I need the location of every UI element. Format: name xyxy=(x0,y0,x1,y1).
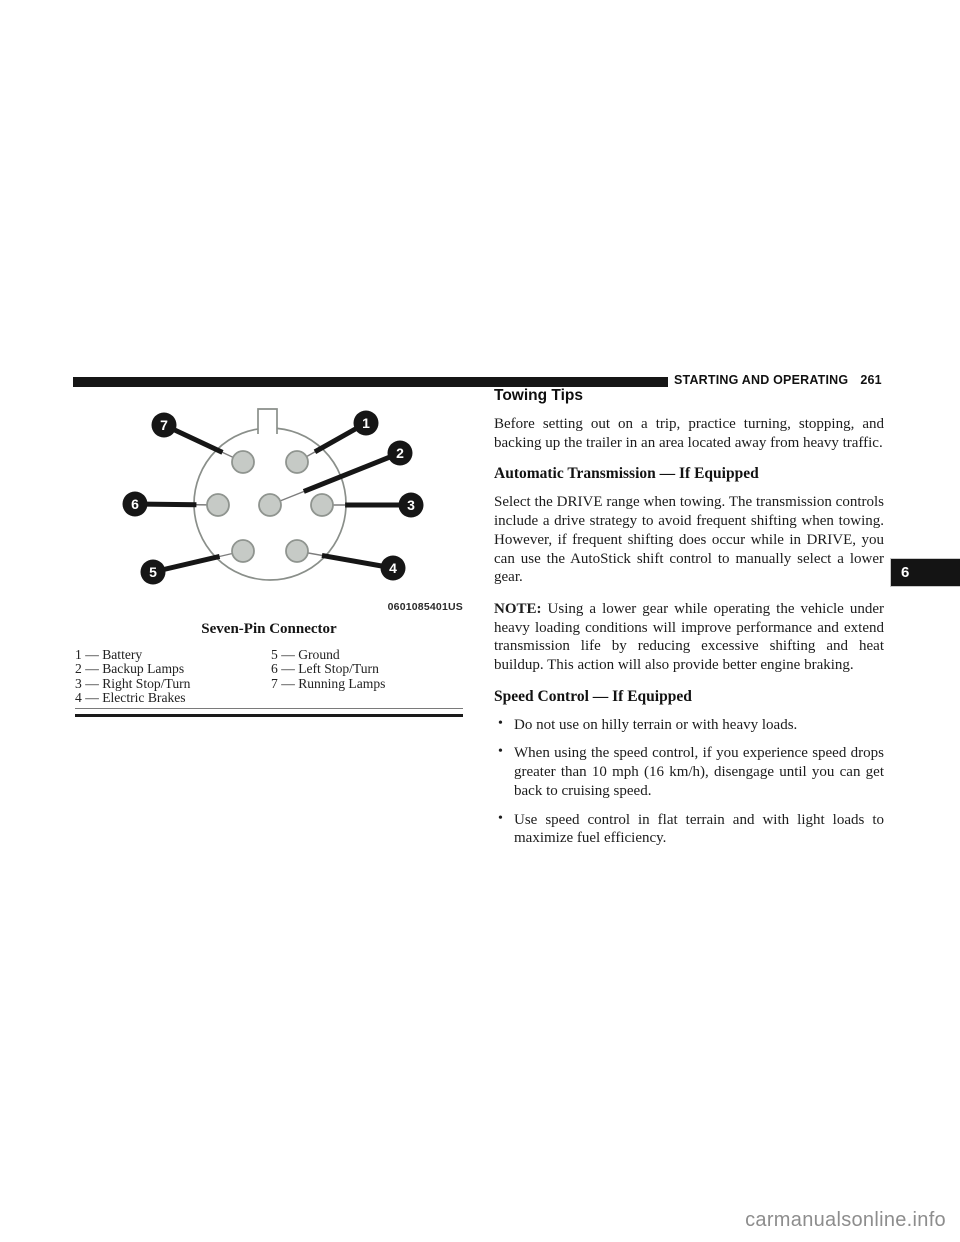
pin-7 xyxy=(232,451,254,473)
note-text: Using a lower gear while operating the vehicle under heavy loading conditions will improve performance and extend transmission life by reducing excessive shifting and heat buildup. This action will also provide better engine braking. xyxy=(494,600,884,674)
bullet-item xyxy=(494,811,884,848)
towing-tips-paragraph: Before setting out on a trip, practice turning, stopping, and backing up the trailer in an area located away from heavy traffic. xyxy=(494,416,884,451)
heading-towing-tips: Towing Tips xyxy=(494,387,583,404)
pin-callout-label-3: 3 xyxy=(407,496,415,513)
bullet-text: When using the speed control, if you experience speed drops greater than 10 mph (16 km/h), disengage until you can get back to cruising speed. xyxy=(514,745,884,799)
legend-item: 1 — Battery xyxy=(75,647,143,662)
pin-2 xyxy=(259,494,281,516)
note-label: NOTE: xyxy=(494,600,542,617)
legend-rule-thick xyxy=(75,714,463,717)
header-rule xyxy=(73,377,668,387)
pin-3 xyxy=(311,494,333,516)
header-section-title: STARTING AND OPERATING xyxy=(674,373,849,387)
bullet-icon: • xyxy=(498,810,503,826)
figure-caption: Seven-Pin Connector xyxy=(201,621,337,637)
pin-callout-label-1: 1 xyxy=(362,414,370,431)
figure-code: 0601085401US xyxy=(387,601,463,613)
pin-callout-label-4: 4 xyxy=(389,559,397,576)
pin-4 xyxy=(286,540,308,562)
bullet-icon: • xyxy=(498,715,503,731)
watermark: carmanualsonline.info xyxy=(745,1209,946,1231)
pin-callout-label-5: 5 xyxy=(149,563,157,580)
pin-callout-label-7: 7 xyxy=(160,416,168,433)
legend-column-left xyxy=(75,648,271,706)
running-header xyxy=(674,373,889,387)
leader-line-thick-2 xyxy=(304,453,400,491)
seven-pin-connector-diagram xyxy=(75,400,465,615)
heading-speed-control: Speed Control — If Equipped xyxy=(494,687,692,705)
bullet-text: Do not use on hilly terrain or with heavy loads. xyxy=(514,716,798,733)
automatic-transmission-paragraph: Select the DRIVE range when towing. The transmission controls include a drive strategy to avoid frequent shifting when towing. However, if frequent shifting does occur while in DRIVE, you can use the AutoStick shift control to manually select a lower gear. xyxy=(494,494,884,586)
pin-callout-label-6: 6 xyxy=(131,495,139,512)
bullet-item xyxy=(494,716,884,735)
bullet-text: Use speed control in flat terrain and with light loads to maximize fuel efficiency. xyxy=(514,811,884,847)
bullet-item xyxy=(494,744,884,800)
pin-5 xyxy=(232,540,254,562)
legend-item: 6 — Left Stop/Turn xyxy=(271,661,379,677)
pin-6 xyxy=(207,494,229,516)
header-page-number: 261 xyxy=(860,373,882,387)
keyway-notch xyxy=(258,409,277,434)
legend-column-right xyxy=(271,648,463,706)
figure-legend xyxy=(75,648,463,706)
note-paragraph xyxy=(494,600,884,675)
text-column xyxy=(494,388,884,858)
bullet-icon: • xyxy=(498,744,503,760)
legend-item: 4 — Electric Brakes xyxy=(75,690,186,706)
pin-callout-label-2: 2 xyxy=(396,444,404,461)
chapter-tab: 6 xyxy=(890,558,960,587)
legend-item: 2 — Backup Lamps xyxy=(75,661,185,677)
legend-rule-thin xyxy=(75,708,463,709)
legend-item: 7 — Running Lamps xyxy=(271,675,386,691)
pin-1 xyxy=(286,451,308,473)
legend-item: 5 — Ground xyxy=(271,647,340,662)
legend-item: 3 — Right Stop/Turn xyxy=(75,675,191,691)
speed-control-bullet-list xyxy=(494,716,884,848)
heading-automatic-transmission: Automatic Transmission — If Equipped xyxy=(494,465,759,483)
